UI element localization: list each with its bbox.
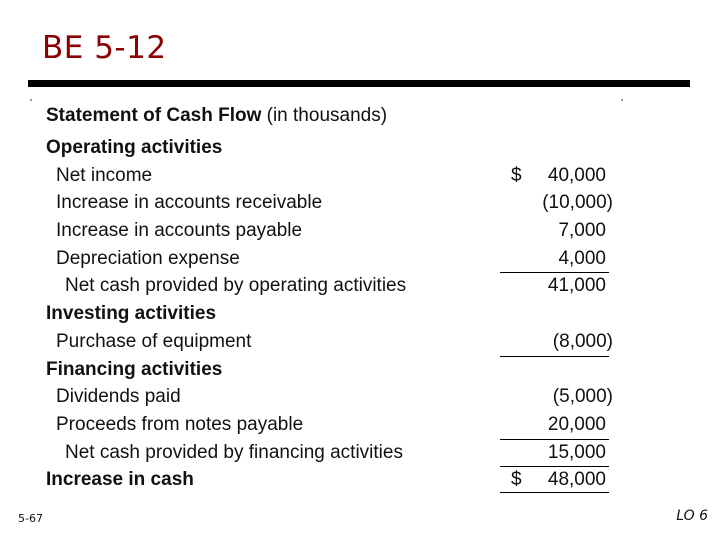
- corner-dot-left: [30, 99, 32, 101]
- total-amount: 48,000: [547, 469, 606, 491]
- row-depreciation: [46, 245, 616, 273]
- line-label: Increase in accounts receivable: [56, 192, 323, 214]
- row-increase-cash: [46, 466, 616, 494]
- section-financing: [46, 356, 616, 384]
- corner-dot-right: [621, 99, 623, 101]
- line-label: Increase in accounts payable: [56, 220, 303, 242]
- row-accounts-receivable: [46, 189, 616, 217]
- row-net-income: [46, 162, 616, 190]
- line-label: Net income: [56, 164, 153, 186]
- title-rule: [28, 80, 690, 87]
- section-operating: [46, 134, 616, 162]
- slide-title: BE 5-12: [42, 30, 167, 66]
- page-number: 5-67: [18, 512, 43, 525]
- row-net-financing: [46, 439, 616, 467]
- line-amount: (8,000): [552, 330, 613, 352]
- line-amount: 41,000: [547, 275, 606, 297]
- line-label: Proceeds from notes payable: [56, 413, 304, 435]
- line-amount: 20,000: [547, 413, 606, 435]
- total-label: Increase in cash: [46, 469, 194, 491]
- line-amount: 15,000: [547, 441, 606, 463]
- section-label: Financing activities: [46, 358, 223, 380]
- line-amount: 7,000: [558, 220, 606, 242]
- section-investing: [46, 300, 616, 328]
- dollar-sign: $: [511, 469, 522, 491]
- line-label: Purchase of equipment: [56, 330, 252, 352]
- line-label: Dividends paid: [56, 386, 181, 408]
- statement-title-units: (in thousands): [261, 105, 388, 126]
- section-label: Investing activities: [46, 303, 217, 325]
- line-label: Depreciation expense: [56, 247, 240, 269]
- row-net-operating: [46, 272, 616, 300]
- line-amount: 4,000: [558, 247, 606, 269]
- row-purchase-equipment: [46, 328, 616, 356]
- line-label: Net cash provided by operating activities: [65, 275, 407, 297]
- section-rule: [500, 356, 609, 357]
- learning-objective-tag: LO 6: [676, 508, 708, 524]
- row-accounts-payable: [46, 217, 616, 245]
- section-label: Operating activities: [46, 137, 223, 158]
- line-label: Net cash provided by financing activities: [65, 441, 403, 463]
- statement-title: [46, 102, 616, 130]
- row-notes-payable: [46, 411, 616, 439]
- cash-flow-statement: [46, 102, 616, 494]
- statement-title-bold: Statement of Cash Flow: [46, 105, 262, 126]
- line-amount: (10,000): [542, 192, 613, 214]
- dollar-sign: $: [511, 164, 522, 186]
- line-amount: 40,000: [547, 164, 606, 186]
- row-dividends: [46, 383, 616, 411]
- line-amount: (5,000): [552, 386, 613, 408]
